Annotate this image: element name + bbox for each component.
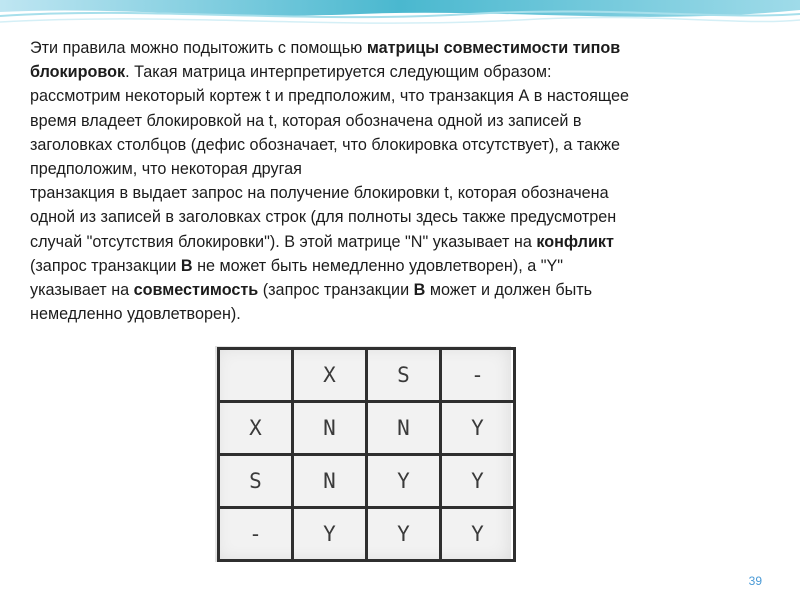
- matrix-cell: Y: [293, 508, 367, 561]
- text-run: транзакция в выдает запрос на получение блокировки t, которая обозначена: [30, 184, 609, 203]
- text-run: указывает на: [30, 281, 134, 300]
- top-wave-decoration: [0, 0, 800, 36]
- bold-text-run: В: [413, 281, 426, 300]
- matrix-cell: N: [293, 455, 367, 508]
- matrix-row: [219, 455, 515, 508]
- text-line: [30, 133, 780, 157]
- text-run: может и должен быть: [425, 281, 593, 300]
- text-run: время владеет блокировкой на t, которая обозначена одной из записей в: [30, 111, 582, 130]
- matrix-header-cell: -: [441, 349, 515, 402]
- slide-body-text: [30, 36, 780, 326]
- matrix-cell: N: [293, 402, 367, 455]
- matrix-row: [219, 349, 515, 402]
- text-line: [30, 36, 780, 60]
- matrix-row: [219, 508, 515, 561]
- text-line: [30, 109, 780, 133]
- text-run: (запрос транзакции: [258, 281, 414, 300]
- text-run: (запрос транзакции: [30, 256, 181, 275]
- text-run: . Такая матрица интерпретируется следующим образом:: [125, 63, 552, 82]
- bold-text-run: конфликт: [536, 232, 614, 251]
- matrix-cell: Y: [367, 455, 441, 508]
- text-run: случай "отсутствия блокировки"). В этой матрице "N" указывает на: [30, 232, 537, 251]
- matrix-row: [219, 402, 515, 455]
- text-line: [30, 302, 780, 326]
- text-line: [30, 157, 780, 181]
- text-line: [30, 278, 780, 302]
- matrix-header-cell: X: [219, 402, 293, 455]
- matrix-cell: Y: [441, 455, 515, 508]
- matrix-header-cell: S: [219, 455, 293, 508]
- text-run: немедленно удовлетворен).: [30, 305, 241, 324]
- text-run: заголовках столбцов (дефис обозначает, что блокировка отсутствует), а также: [30, 135, 621, 154]
- text-line: [30, 254, 780, 278]
- text-line: [30, 205, 780, 229]
- text-line: [30, 181, 780, 205]
- text-run: Эти правила можно подытожить с помощью: [30, 39, 367, 57]
- matrix-cell: Y: [441, 508, 515, 561]
- text-run: не может быть немедленно удовлетворен), а "Y": [192, 256, 564, 275]
- text-run: предположим, что некоторая другая: [30, 160, 302, 179]
- matrix-cell: Y: [441, 402, 515, 455]
- matrix-header-cell: [219, 349, 293, 402]
- text-line: [30, 84, 780, 108]
- bold-text-run: В: [180, 256, 193, 275]
- matrix-header-cell: S: [367, 349, 441, 402]
- matrix-cell: N: [367, 402, 441, 455]
- matrix-cell: Y: [367, 508, 441, 561]
- page-number: 39: [748, 574, 762, 588]
- text-run: одной из записей в заголовках строк (для полноты здесь также предусмотрен: [30, 208, 617, 227]
- matrix-header-cell: -: [219, 508, 293, 561]
- lock-compatibility-matrix: [217, 347, 516, 562]
- bold-text-run: совместимость: [133, 281, 259, 300]
- matrix-header-cell: X: [293, 349, 367, 402]
- text-line: [30, 60, 780, 84]
- bold-text-run: матрицы совместимости типов: [366, 39, 621, 57]
- text-line: [30, 230, 780, 254]
- text-run: рассмотрим некоторый кортеж t и предположим, что транзакция А в настоящее: [30, 87, 630, 106]
- bold-text-run: блокировок: [30, 63, 126, 82]
